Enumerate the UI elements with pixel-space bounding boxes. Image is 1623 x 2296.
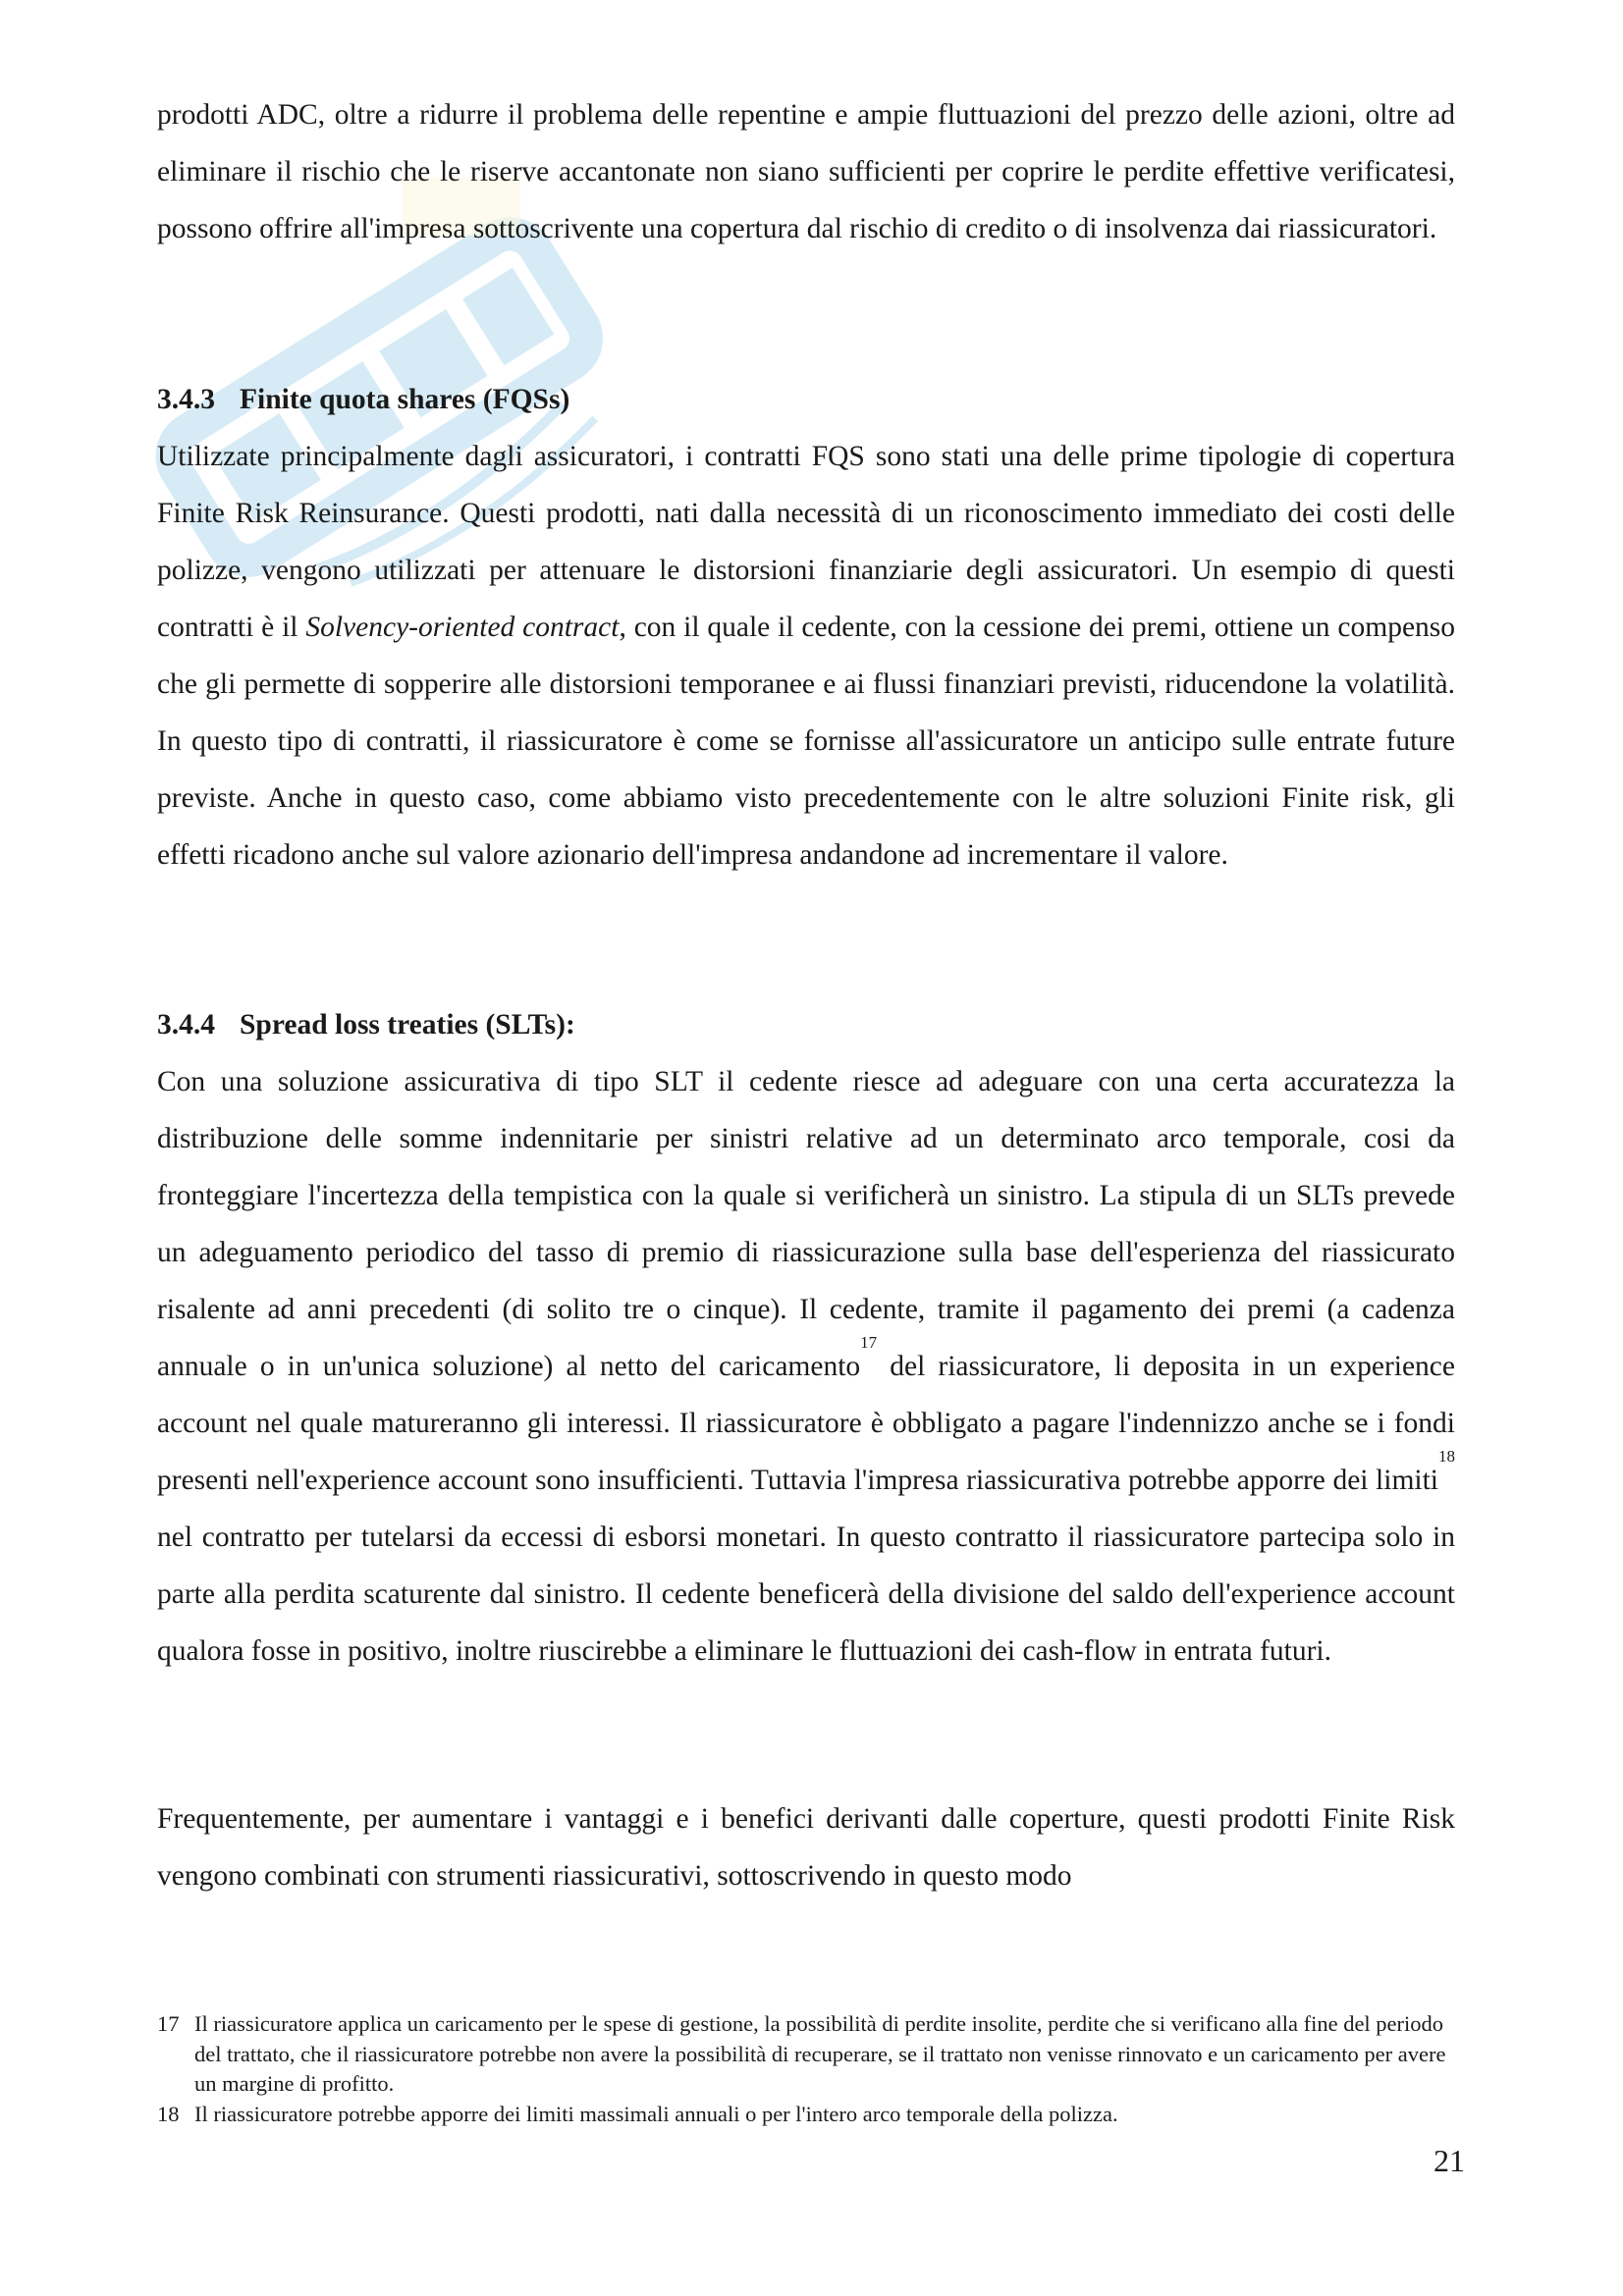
text-segment: Utilizzate principalmente dagli assicuratori, i contratti FQS sono stati una delle prime tipologie di copertura Finite Risk Reinsurance. Questi prodotti, nati dalla necessità di un riconoscimento immediato dei costi delle polizze, vengono utilizzati per attenuare le distorsioni finanziarie degli assicuratori. Un esempio di questi contratti è il: [157, 441, 1455, 643]
section-title: Spread loss treaties (SLTs):: [240, 1009, 575, 1041]
footnote-ref-17[interactable]: 17: [860, 1333, 878, 1352]
paragraph-fqs: [157, 428, 1455, 883]
page-number: 21: [1434, 2143, 1465, 2178]
footnote-number: 17: [157, 2011, 180, 2036]
italic-term: Solvency-oriented contract: [305, 612, 620, 643]
section-title: Finite quota shares (FQSs): [240, 384, 570, 415]
paragraph-closing: Frequentemente, per aumentare i vantaggi e i benefici derivanti dalle coperture, questi prodotti Finite Risk vengono combinati con strumenti riassicurativi, sottoscrivendo in questo modo: [157, 1803, 1455, 1892]
paragraph-intro: prodotti ADC, oltre a ridurre il problema delle repentine e ampie fluttuazioni del prezzo delle azioni, oltre ad eliminare il rischio che le riserve accantonate non siano sufficienti per coprire le perdite effettive verificatesi, possono offrire all'impresa sottoscrivente una copertura dal rischio di credito o di insolvenza dai riassicuratori.: [157, 99, 1455, 244]
footnote-number: 18: [157, 2101, 180, 2126]
section-number: 3.4.3: [157, 384, 215, 415]
text-segment: del riassicuratore, li deposita in un experience account nel quale matureranno gli interessi. Il riassicuratore è obbligato a pagare l'indennizzo anche se i fondi presenti nell'experience account sono insufficienti. Tuttavia l'impresa riassicurativa potrebbe apporre dei limiti: [157, 1351, 1455, 1496]
footnote-text: Il riassicuratore applica un caricamento per le spese di gestione, la possibilità di perdite insolite, perdite che si verificano alla fine del periodo del trattato, che il riassicuratore potrebbe non avere la possibilità di recuperare, se il trattato non venisse rinnovato e un caricamento per avere un margine di profitto.: [194, 2011, 1446, 2096]
section-heading-fqs: [157, 380, 569, 419]
footnote-ref-18[interactable]: 18: [1438, 1447, 1455, 1466]
text-segment: nel contratto per tutelarsi da eccessi di esborsi monetari. In questo contratto il riassicuratore partecipa solo in parte alla perdita scaturente dal sinistro. Il cedente beneficerà della divisione del saldo dell'experience account qualora fosse in positivo, inoltre riuscirebbe a eliminare le fluttuazioni dei cash-flow in entrata futuri.: [157, 1522, 1455, 1667]
text-segment: Con una soluzione assicurativa di tipo SLT il cedente riesce ad adeguare con una certa accuratezza la distribuzione delle somme indennitarie per sinistri relative ad un determinato arco temporale, cosi da fronteggiare l'incertezza della tempistica con la quale si verificherà un sinistro. La stipula di un SLTs prevede un adeguamento periodico del tasso di premio di riassicurazione sulla base dell'esperienza del riassicurato risalente ad anni precedenti (di solito tre o cinque). Il cedente, tramite il pagamento dei premi (a cadenza annuale o in un'unica soluzione) al netto del caricamento: [157, 1066, 1455, 1382]
text-segment: , con il quale il cedente, con la cessione dei premi, ottiene un compenso che gli permette di sopperire alle distorsioni temporanee e ai flussi finanziari previsti, riducendone la volatilità. In questo tipo di contratti, il riassicuratore è come se fornisse all'assicuratore un anticipo sulle entrate future previste. Anche in questo caso, come abbiamo visto precedentemente con le altre soluzioni Finite risk, gli effetti ricadono anche sul valore azionario dell'impresa andandone ad incrementare il valore.: [157, 612, 1456, 871]
footnote-17: [157, 2009, 1468, 2100]
section-number: 3.4.4: [157, 1009, 215, 1041]
paragraph-slt: [157, 1053, 1455, 1680]
section-heading-slt: [157, 1005, 575, 1044]
footnote-18: [157, 2100, 1468, 2130]
footnote-text: Il riassicuratore potrebbe apporre dei limiti massimali annuali o per l'intero arco temporale della polizza.: [194, 2101, 1118, 2126]
footnotes: [157, 2009, 1468, 2129]
